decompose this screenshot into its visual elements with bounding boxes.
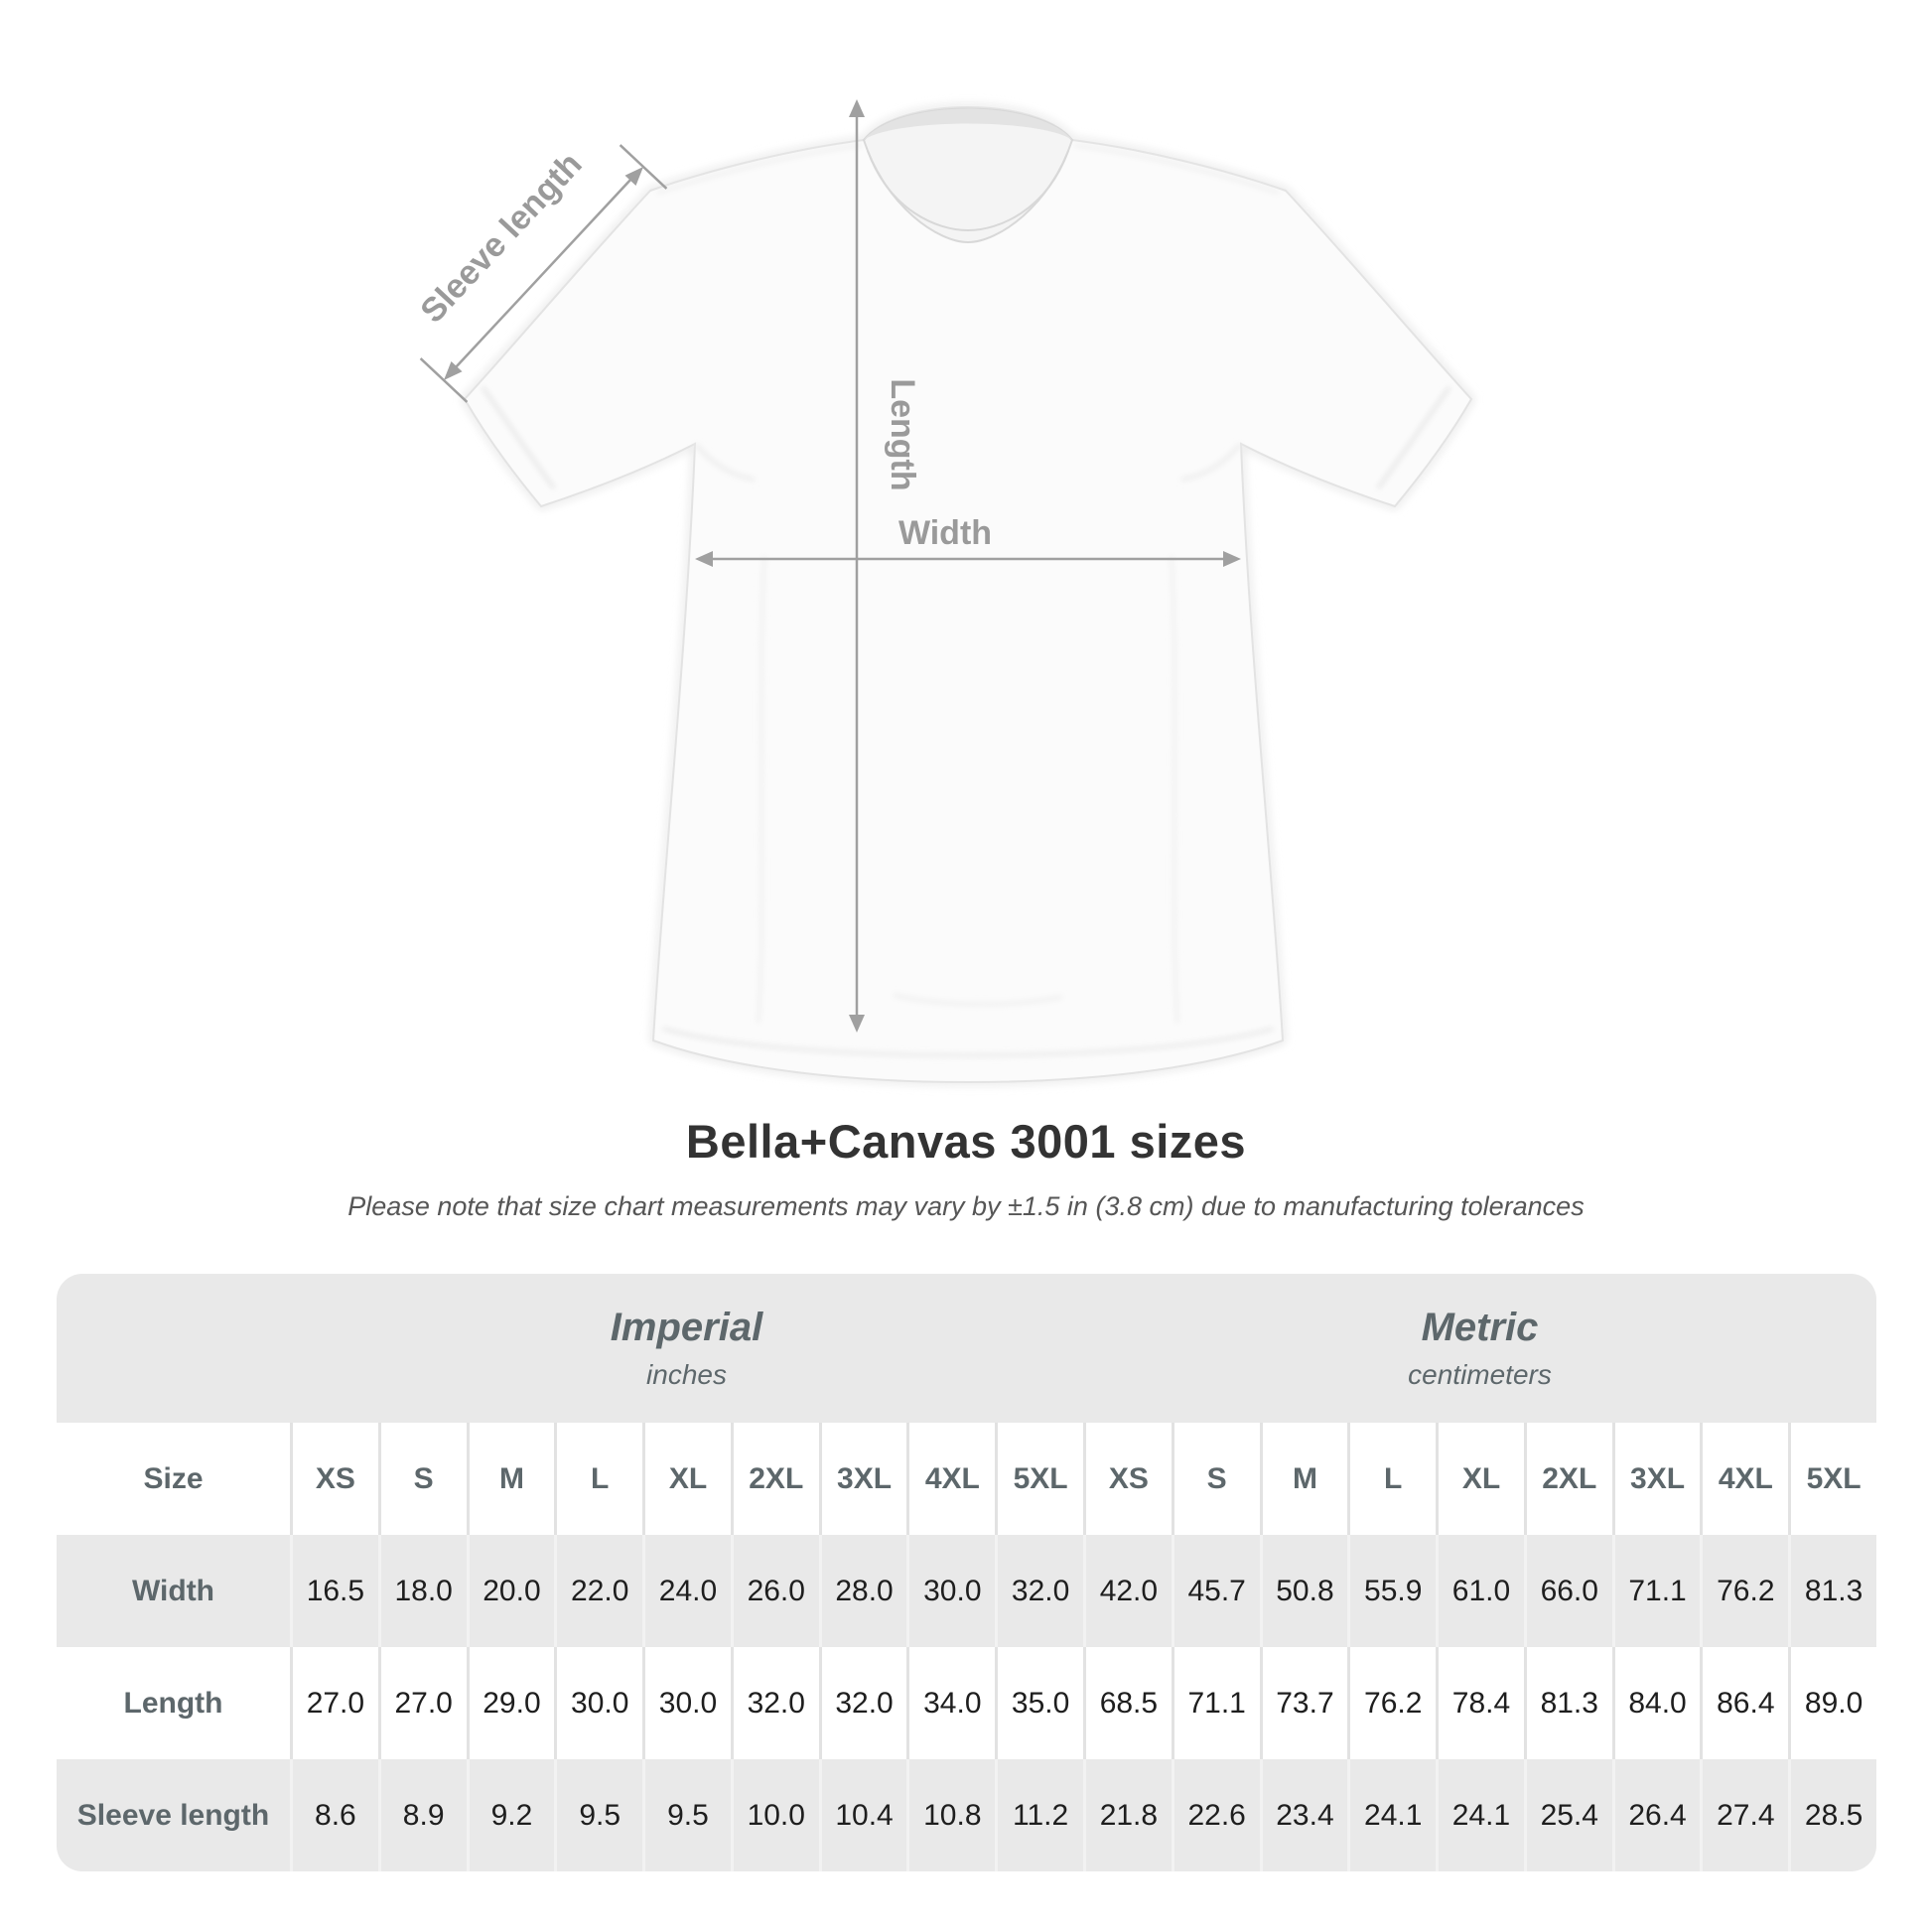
imperial-label: Imperial [610,1306,763,1349]
size-header-cell: M [467,1423,555,1535]
measurement-cell: 73.7 [1260,1647,1348,1759]
measurement-cell: 84.0 [1612,1647,1701,1759]
row-label: Sleeve length [76,1798,270,1832]
measurement-cell: 10.4 [819,1759,907,1871]
measurement-cell: 28.5 [1788,1759,1876,1871]
metric-unit-header [1083,1274,1876,1423]
measurement-cell: 22.0 [554,1535,642,1647]
measurement-cell: 30.0 [906,1535,995,1647]
measurement-cell: 81.3 [1524,1647,1612,1759]
measurement-cell: 21.8 [1083,1759,1172,1871]
row-label: Length [57,1647,290,1759]
measurement-cell: 22.6 [1172,1759,1260,1871]
measurement-cell: 50.8 [1260,1535,1348,1647]
sleeve-length-label: Sleeve length [413,145,590,331]
measurement-cell: 78.4 [1436,1647,1524,1759]
size-table-grid [57,1423,1876,1871]
measurement-cell: 8.6 [290,1759,378,1871]
size-header-cell: 4XL [906,1423,995,1535]
measurement-cell: 35.0 [995,1647,1083,1759]
tolerance-note: Please note that size chart measurements may vary by ±1.5 in (3.8 cm) due to manufacturing tolerances [347,1191,1585,1221]
measurement-cell: 24.0 [642,1535,731,1647]
unit-header-row [57,1274,1876,1423]
measurement-cell: 9.5 [554,1759,642,1871]
measurement-cell: 68.5 [1083,1647,1172,1759]
measurement-cell: 34.0 [906,1647,995,1759]
measurement-cell: 86.4 [1700,1647,1788,1759]
measurement-cell: 16.5 [290,1535,378,1647]
measurement-cell: 32.0 [995,1535,1083,1647]
size-header-cell: XS [1083,1423,1172,1535]
tshirt-body [465,107,1471,1082]
measurement-cell: 76.2 [1347,1647,1436,1759]
measurement-cell: 25.4 [1524,1759,1612,1871]
measurement-cell: 18.0 [378,1535,467,1647]
measurement-cell: 71.1 [1172,1647,1260,1759]
size-header-cell: L [1347,1423,1436,1535]
size-header-cell: 3XL [819,1423,907,1535]
size-column-header: Size [57,1423,290,1535]
measurement-cell: 61.0 [1436,1535,1524,1647]
measurement-cell: 71.1 [1612,1535,1701,1647]
measurement-cell: 76.2 [1700,1535,1788,1647]
size-header-cell: 2XL [1524,1423,1612,1535]
measurement-cell: 27.0 [378,1647,467,1759]
measurement-cell: 29.0 [467,1647,555,1759]
measurement-cell: 24.1 [1347,1759,1436,1871]
measurement-cell: 30.0 [554,1647,642,1759]
measurement-cell: 9.5 [642,1759,731,1871]
measurement-cell: 27.0 [290,1647,378,1759]
measurement-cell: 24.1 [1436,1759,1524,1871]
measurement-cell: 32.0 [819,1647,907,1759]
measurement-cell: 42.0 [1083,1535,1172,1647]
measurement-cell: 26.4 [1612,1759,1701,1871]
size-header-cell: M [1260,1423,1348,1535]
measurement-cell: 27.4 [1700,1759,1788,1871]
measurement-cell: 8.9 [378,1759,467,1871]
size-header-cell: 2XL [731,1423,819,1535]
size-header-cell: XS [290,1423,378,1535]
size-table-card [57,1274,1876,1871]
size-header-cell: L [554,1423,642,1535]
imperial-unit: inches [646,1359,727,1390]
size-header-cell: 3XL [1612,1423,1701,1535]
measurement-cell: 10.0 [731,1759,819,1871]
measurement-cell: 20.0 [467,1535,555,1647]
measurement-cell: 10.8 [906,1759,995,1871]
row-label: Width [131,1574,215,1607]
measurement-cell: 28.0 [819,1535,907,1647]
page-title: Bella+Canvas 3001 sizes [685,1115,1247,1168]
size-header-cell: XL [642,1423,731,1535]
measurement-cell: 32.0 [731,1647,819,1759]
measurement-cell: 26.0 [731,1535,819,1647]
size-header-cell: S [1172,1423,1260,1535]
size-header-cell: XL [1436,1423,1524,1535]
measurement-cell: 55.9 [1347,1535,1436,1647]
size-header-cell: 5XL [1788,1423,1876,1535]
metric-unit: centimeters [1408,1359,1552,1390]
measurement-cell: 11.2 [995,1759,1083,1871]
size-header-cell: 4XL [1700,1423,1788,1535]
measurement-cell: 23.4 [1260,1759,1348,1871]
width-label: Width [897,514,993,552]
measurement-cell: 9.2 [467,1759,555,1871]
measurement-cell: 66.0 [1524,1535,1612,1647]
size-header-cell: 5XL [995,1423,1083,1535]
measurement-cell: 89.0 [1788,1647,1876,1759]
length-label: Length [884,378,921,491]
imperial-unit-header [290,1274,1083,1423]
measurement-cell: 45.7 [1172,1535,1260,1647]
size-header-cell: S [378,1423,467,1535]
measurement-cell: 81.3 [1788,1535,1876,1647]
measurement-cell: 30.0 [642,1647,731,1759]
metric-label: Metric [1421,1306,1539,1349]
